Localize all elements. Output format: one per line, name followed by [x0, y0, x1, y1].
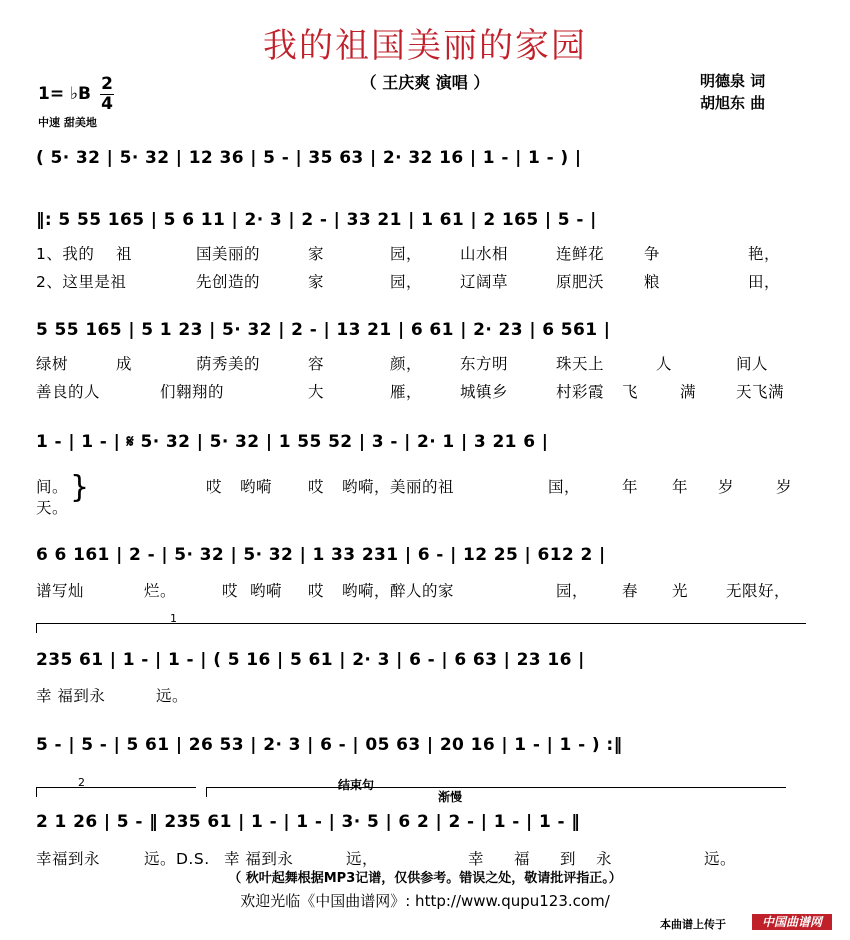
lyric-line-2-verse-1 — [36, 242, 816, 262]
lyric-cell: 园， — [390, 245, 423, 263]
volta-2-number: 2 — [78, 776, 85, 789]
lyric-cell: 远， — [346, 850, 379, 868]
lyric-cell: 村彩霞 — [556, 383, 605, 401]
lyric-line-3-verse-2 — [36, 380, 816, 400]
notation-line-1: ( 5· 32 | 5· 32 | 12 36 | 5 - | 35 63 | 2· 32 16 | 1 - | 1 - ) | — [36, 148, 582, 168]
lyric-cell: 成 — [116, 355, 133, 373]
lyric-cell: 祖 — [116, 245, 133, 263]
lyric-cell: 幸福到永 — [36, 850, 101, 868]
transcription-note: （ 秋叶起舞根据MP3记谱，仅供参考。错误之处，敬请批评指正。） — [228, 871, 622, 886]
notation-line-4: 1 - | 1 - | 𝄋 5· 32 | 5· 32 | 1 55 52 | 3 - | 2· 1 | 3 21 6 | — [36, 432, 549, 452]
lyric-cell: 谱写灿 — [36, 582, 85, 600]
lyric-cell: 哎 — [308, 582, 325, 600]
welcome-line: 欢迎光临《中国曲谱网》: http://www.qupu123.com/ — [240, 892, 610, 910]
lyric-cell: 国美丽的 — [196, 245, 261, 263]
lyric-cell: 们翱翔的 — [160, 383, 225, 401]
lyric-line-2-verse-2 — [36, 270, 816, 290]
lyric-cell: 年 — [672, 478, 689, 496]
lyric-cell: 飞 — [622, 383, 639, 401]
lyric-line-4-verse-2 — [36, 496, 236, 516]
tempo-marking: 中速 甜美地 — [38, 116, 97, 129]
lyric-cell: 岁 — [776, 478, 793, 496]
lyric-cell: 远。 — [156, 687, 189, 705]
lyric-cell: 家 — [308, 245, 325, 263]
lyric-cell: 哟嗬 — [240, 478, 273, 496]
ending-bracket — [206, 787, 786, 788]
ending-bracket-start — [206, 787, 207, 797]
lyric-cell: 粮 — [644, 273, 661, 291]
lyric-cell: 岁 — [718, 478, 735, 496]
lyric-cell: 天飞满 — [736, 383, 785, 401]
site-logo: 中国曲谱网 — [752, 914, 832, 930]
ending-label: 结束句 — [338, 778, 375, 792]
volta-1-bracket-start — [36, 623, 37, 633]
lyric-cell: 幸 福到永 — [36, 687, 106, 705]
lyric-cell: 天。 — [36, 499, 69, 517]
key-signature: 1= ♭B — [38, 84, 91, 104]
lyric-cell: 幸 福到永 — [224, 850, 294, 868]
lyric-cell: 善良的人 — [36, 383, 101, 401]
volta-2-bracket-start — [36, 787, 37, 797]
volta-1-bracket — [36, 623, 806, 624]
lyric-cell: 城镇乡 — [460, 383, 509, 401]
lyric-cell: 到 — [560, 850, 577, 868]
lyric-cell: 间人 — [736, 355, 769, 373]
notation-line-8: 2 1 26 | 5 - ‖ 235 61 | 1 - | 1 - | 3· 5 | 6 2 | 2 - | 1 - | 1 - ‖ — [36, 812, 581, 832]
slowing-label: 渐慢 — [438, 790, 463, 804]
lyric-cell: 雁， — [390, 383, 423, 401]
lyric-cell: 年 — [622, 478, 639, 496]
lyric-cell: 哟嗬，美丽的祖 — [342, 478, 455, 496]
lyric-cell: 东方明 — [460, 355, 509, 373]
lyric-line-4-verse-1 — [36, 475, 816, 495]
lyric-cell: 哎 — [222, 582, 239, 600]
singer-credit: （ 王庆爽 演唱 ） — [360, 73, 490, 92]
lyric-cell: 绿树 — [36, 355, 69, 373]
notation-line-5: 6 6 161 | 2 - | 5· 32 | 5· 32 | 1 33 231 | 6 - | 12 25 | 612 2 | — [36, 545, 606, 565]
lyric-cell: 国， — [548, 478, 581, 496]
lyric-cell: 艳， — [748, 245, 781, 263]
composer-credit: 胡旭东 曲 — [700, 94, 766, 112]
volta-2-bracket — [36, 787, 196, 788]
lyric-cell: 山水相 — [460, 245, 509, 263]
lyric-cell: 珠天上 — [556, 355, 605, 373]
notation-line-6: 235 61 | 1 - | 1 - | ( 5 16 | 5 61 | 2· 3 | 6 - | 6 63 | 23 16 | — [36, 650, 585, 670]
lyric-cell: 辽阔草 — [460, 273, 509, 291]
lyric-cell: 荫秀美的 — [196, 355, 261, 373]
lyric-cell: 哎 — [308, 478, 325, 496]
lyric-cell: 园， — [390, 273, 423, 291]
lyric-cell: 颜， — [390, 355, 423, 373]
lyric-cell: 远。 — [704, 850, 737, 868]
lyric-cell: 哎 — [206, 478, 223, 496]
lyric-line-8 — [36, 847, 816, 867]
lyric-cell: 哟嗬，醉人的家 — [342, 582, 455, 600]
lyric-line-3-verse-1 — [36, 352, 816, 372]
lyric-cell: 春 — [622, 582, 639, 600]
lyric-cell: 烂。 — [144, 582, 177, 600]
lyric-line-5 — [36, 579, 816, 599]
lyric-cell: 幸 — [468, 850, 485, 868]
lyric-cell: 家 — [308, 273, 325, 291]
lyric-cell: 容 — [308, 355, 325, 373]
lyric-line-6 — [36, 684, 336, 704]
lyric-cell: 2、这里是祖 — [36, 273, 127, 291]
notation-line-7: 5 - | 5 - | 5 61 | 26 53 | 2· 3 | 6 - | 05 63 | 20 16 | 1 - | 1 - ) :‖ — [36, 735, 623, 755]
lyric-cell: 先创造的 — [196, 273, 261, 291]
time-signature-top: 2 — [101, 74, 113, 94]
lyric-cell: 间。 — [36, 478, 69, 496]
lyric-cell: 福 — [514, 850, 531, 868]
lyric-cell: 永 — [596, 850, 613, 868]
lyricist-credit: 明德泉 词 — [700, 72, 766, 90]
lyric-cell: 连鲜花 — [556, 245, 605, 263]
lyric-cell: 无限好， — [726, 582, 791, 600]
verse-brace: } — [70, 470, 90, 505]
lyric-cell: 光 — [672, 582, 689, 600]
lyric-cell: 人 — [656, 355, 673, 373]
time-signature-bottom: 4 — [101, 94, 113, 114]
uploader-label: 本曲谱上传于 — [660, 918, 726, 931]
lyric-cell: 哟嗬 — [250, 582, 283, 600]
lyric-cell: 远。D.S. — [144, 850, 210, 868]
lyric-cell: 争 — [644, 245, 661, 263]
song-title: 我的祖国美丽的家园 — [263, 26, 587, 66]
notation-line-3: 5 55 165 | 5 1 23 | 5· 32 | 2 - | 13 21 | 6 61 | 2· 23 | 6 561 | — [36, 320, 611, 340]
lyric-cell: 田， — [748, 273, 781, 291]
lyric-cell: 1、我的 — [36, 245, 95, 263]
lyric-cell: 园， — [556, 582, 589, 600]
volta-1-number: 1 — [170, 612, 177, 625]
lyric-cell: 原肥沃 — [556, 273, 605, 291]
lyric-cell: 大 — [308, 383, 325, 401]
notation-line-2: ‖: 5 55 165 | 5 6 11 | 2· 3 | 2 - | 33 21 | 1 61 | 2 165 | 5 - | — [36, 210, 597, 230]
lyric-cell: 满 — [680, 383, 697, 401]
